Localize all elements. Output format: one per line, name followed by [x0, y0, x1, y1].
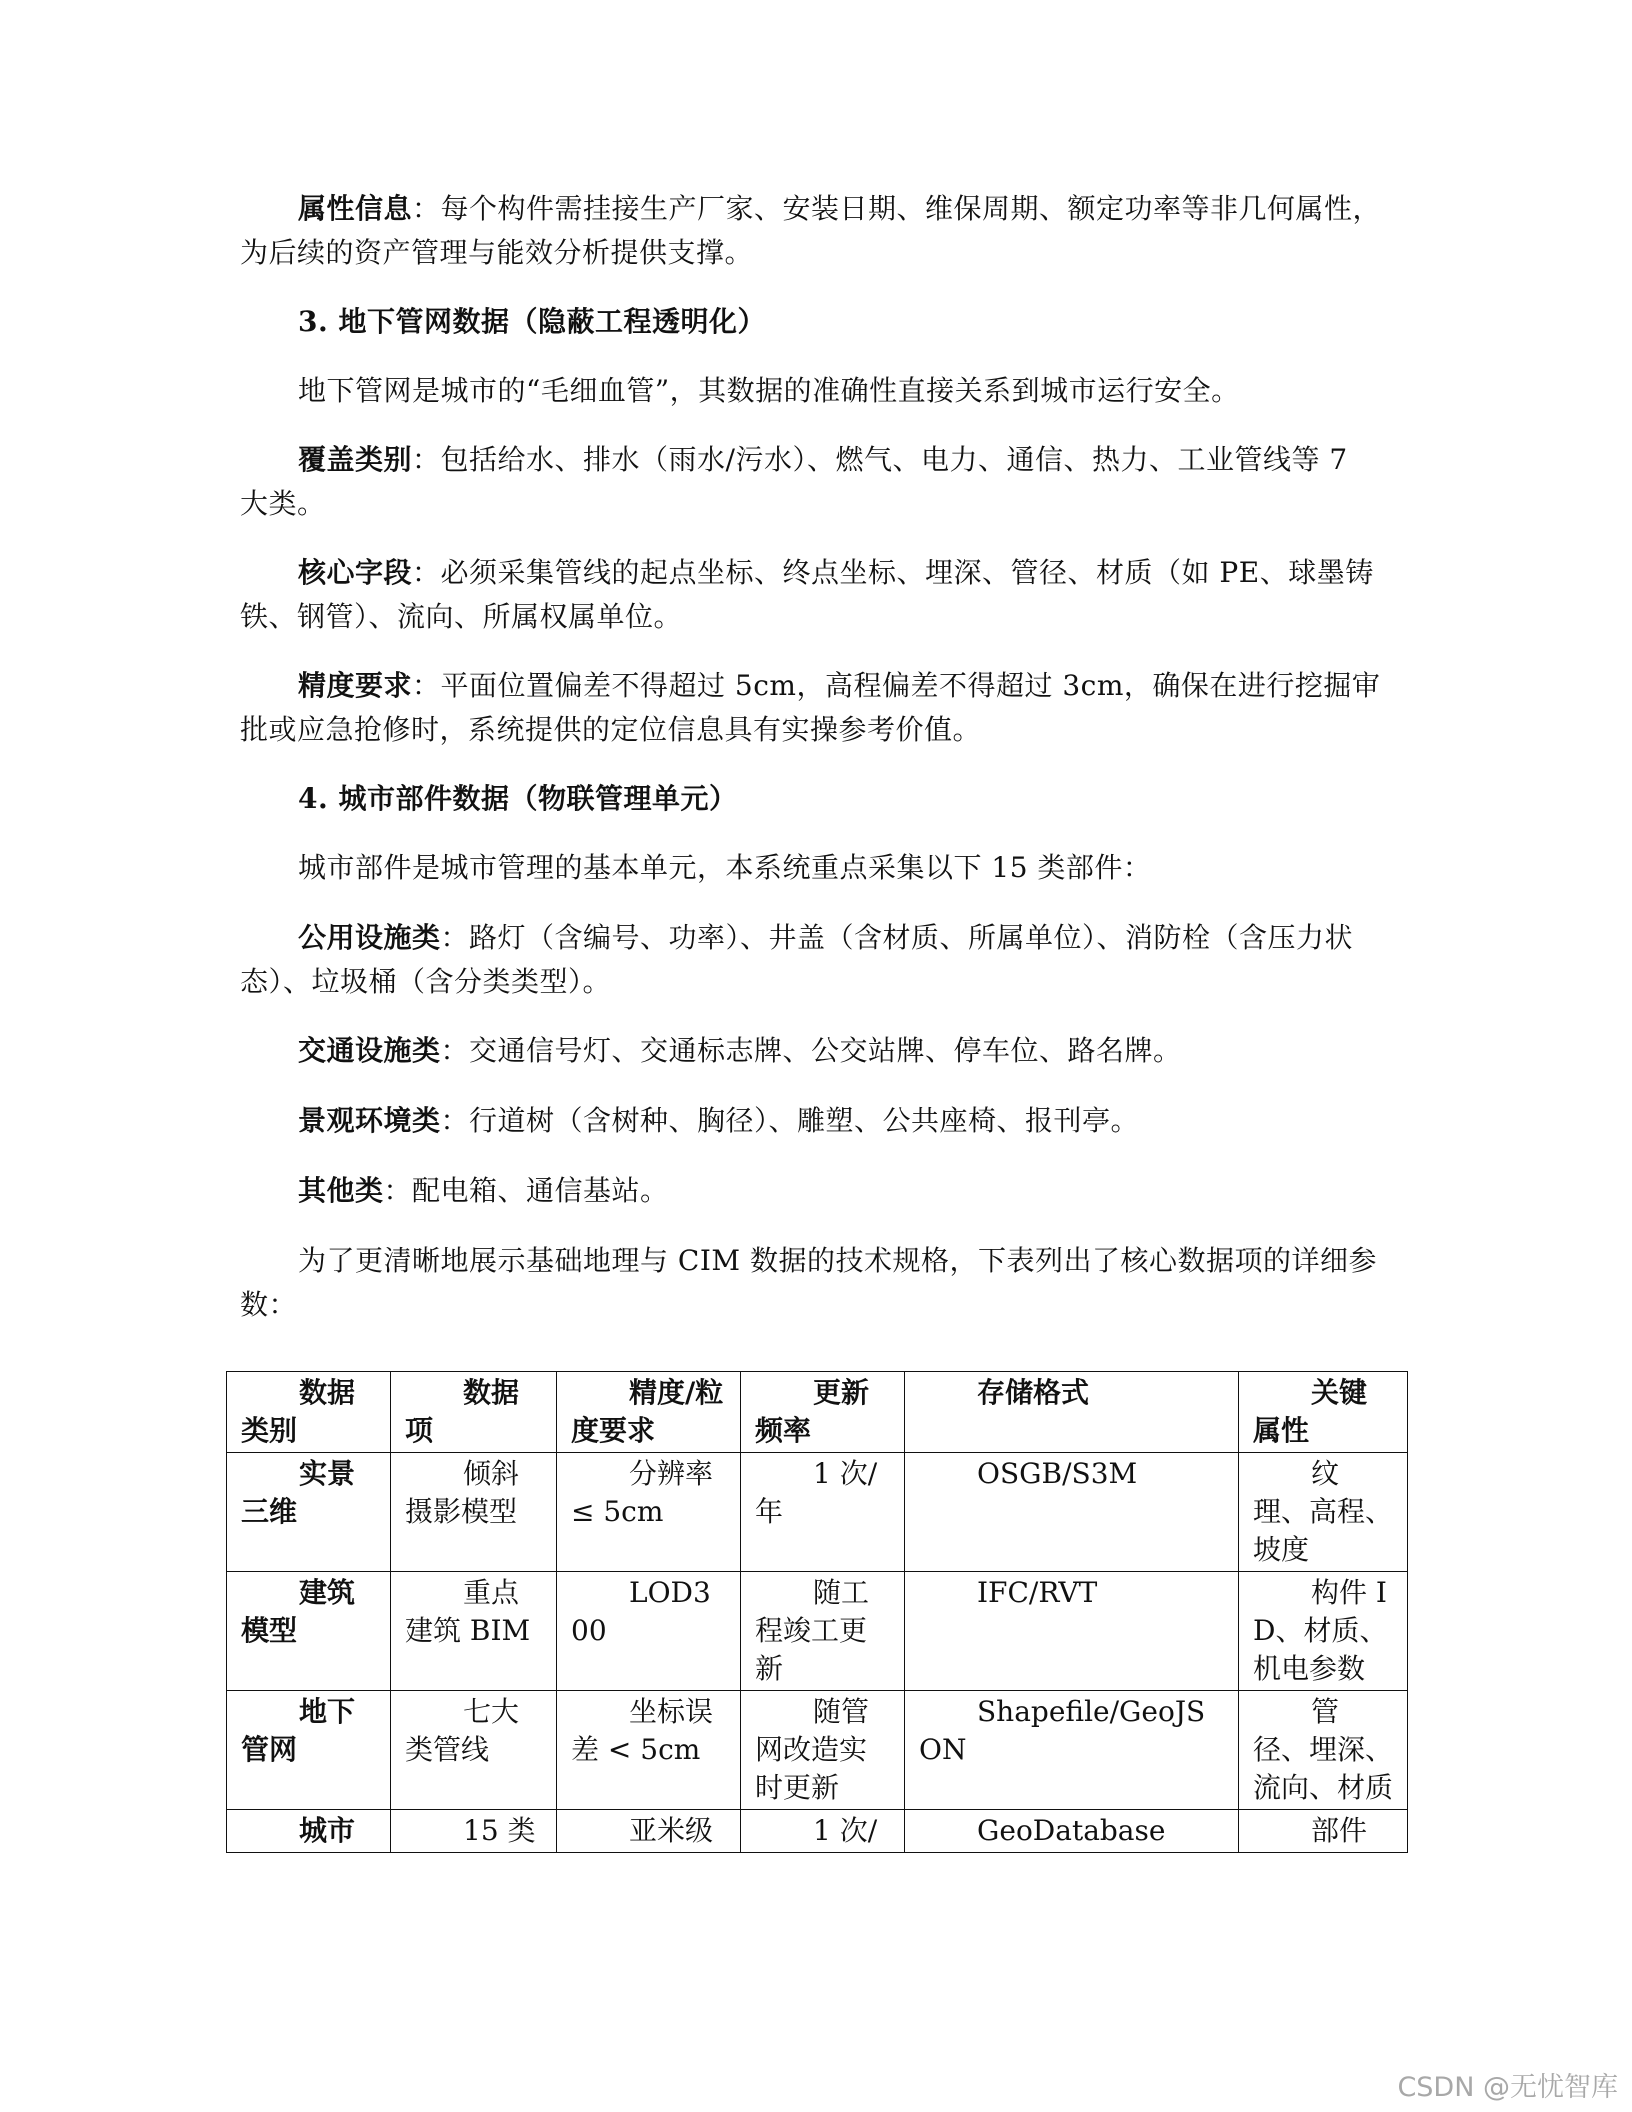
table-cell: 部件: [1239, 1810, 1408, 1853]
label-other: 其他类: [298, 1174, 384, 1207]
label-attribute-info: 属性信息: [298, 192, 413, 225]
table-header-cell: 数据项: [391, 1372, 557, 1453]
section-heading-3: 3. 地下管网数据（隐蔽工程透明化）: [298, 305, 766, 338]
table-header-cell: 精度/粒度要求: [557, 1372, 741, 1453]
label-public-facilities: 公用设施类: [298, 921, 441, 954]
table-cell: 建筑模型: [227, 1572, 391, 1691]
text-coverage: ：包括给水、排水（雨水/污水）、燃气、电力、通信、热力、工业管线等 7 大类。: [240, 443, 1348, 520]
table-cell: 亚米级: [557, 1810, 741, 1853]
table-row: [227, 1453, 1408, 1572]
watermark: CSDN @无忧智库: [1397, 2072, 1618, 2103]
table-row: [227, 1691, 1408, 1810]
table-cell: 随管网改造实时更新: [741, 1691, 905, 1810]
label-coverage: 覆盖类别: [298, 443, 413, 476]
spec-table: [226, 1371, 1408, 1853]
table-cell: OSGB/S3M: [905, 1453, 1239, 1572]
text-attribute-info: ：每个构件需挂接生产厂家、安装日期、维保周期、额定功率等非几何属性，为后续的资产管理与能效分析提供支撑。: [240, 192, 1382, 269]
paragraph-pipeline-intro: 地下管网是城市的“毛细血管”，其数据的准确性直接关系到城市运行安全。: [298, 374, 1240, 407]
table-cell: 坐标误差 < 5cm: [557, 1691, 741, 1810]
table-row: [227, 1810, 1408, 1853]
table-cell: LOD300: [557, 1572, 741, 1691]
table-header-cell: 关键属性: [1239, 1372, 1408, 1453]
table-header-cell: 存储格式: [905, 1372, 1239, 1453]
paragraph-attribute-info: [240, 187, 1385, 275]
table-header-cell: 数据类别: [227, 1372, 391, 1453]
table-cell: 随工程竣工更新: [741, 1572, 905, 1691]
label-core-fields: 核心字段: [298, 556, 413, 589]
table-cell: IFC/RVT: [905, 1572, 1239, 1691]
table-cell: 七大类管线: [391, 1691, 557, 1810]
paragraph-other: [240, 1169, 1385, 1213]
paragraph-core-fields: [240, 551, 1385, 639]
paragraph-coverage: [240, 438, 1385, 526]
paragraph-public-facilities: [240, 916, 1385, 1004]
table-cell: 1 次/年: [741, 1453, 905, 1572]
label-traffic-facilities: 交通设施类: [298, 1034, 441, 1067]
table-cell: GeoDatabase: [905, 1810, 1239, 1853]
text-public-facilities: ：路灯（含编号、功率）、井盖（含材质、所属单位）、消防栓（含压力状态）、垃圾桶（含分类类型）。: [240, 921, 1354, 998]
table-cell: 纹理、高程、坡度: [1239, 1453, 1408, 1572]
section-heading-4: 4. 城市部件数据（物联管理单元）: [298, 782, 738, 815]
table-cell: Shapefile/GeoJSON: [905, 1691, 1239, 1810]
paragraph-landscape: [240, 1099, 1385, 1143]
text-traffic-facilities: ：交通信号灯、交通标志牌、公交站牌、停车位、路名牌。: [440, 1034, 1182, 1067]
table-cell: 实景三维: [227, 1453, 391, 1572]
paragraph-traffic-facilities: [240, 1029, 1385, 1073]
table-cell: 倾斜摄影模型: [391, 1453, 557, 1572]
table-cell: 分辨率 ≤ 5cm: [557, 1453, 741, 1572]
paragraph-precision: [240, 664, 1385, 752]
table-cell: 地下管网: [227, 1691, 391, 1810]
text-other: ：配电箱、通信基站。: [383, 1174, 669, 1207]
table-cell: 1 次/: [741, 1810, 905, 1853]
text-precision: ：平面位置偏差不得超过 5cm，高程偏差不得超过 3cm，确保在进行挖掘审批或应急抢修时，系统提供的定位信息具有实操参考价值。: [240, 669, 1381, 746]
table-cell: 构件 ID、材质、机电参数: [1239, 1572, 1408, 1691]
paragraph-table-intro: 为了更清晰地展示基础地理与 CIM 数据的技术规格，下表列出了核心数据项的详细参数：: [240, 1244, 1377, 1321]
label-landscape: 景观环境类: [298, 1104, 441, 1137]
table-cell: 重点建筑 BIM: [391, 1572, 557, 1691]
text-landscape: ：行道树（含树种、胸径）、雕塑、公共座椅、报刊亭。: [440, 1104, 1140, 1137]
table-row: [227, 1572, 1408, 1691]
table-cell: 城市: [227, 1810, 391, 1853]
text-core-fields: ：必须采集管线的起点坐标、终点坐标、埋深、管径、材质（如 PE、球墨铸铁、钢管）、流向、所属权属单位。: [240, 556, 1374, 633]
paragraph-components-intro: 城市部件是城市管理的基本单元，本系统重点采集以下 15 类部件：: [298, 851, 1152, 884]
table-cell: 15 类: [391, 1810, 557, 1853]
label-precision: 精度要求: [298, 669, 413, 702]
table-header-row: [227, 1372, 1408, 1453]
table-header-cell: 更新频率: [741, 1372, 905, 1453]
table-cell: 管径、埋深、流向、材质: [1239, 1691, 1408, 1810]
